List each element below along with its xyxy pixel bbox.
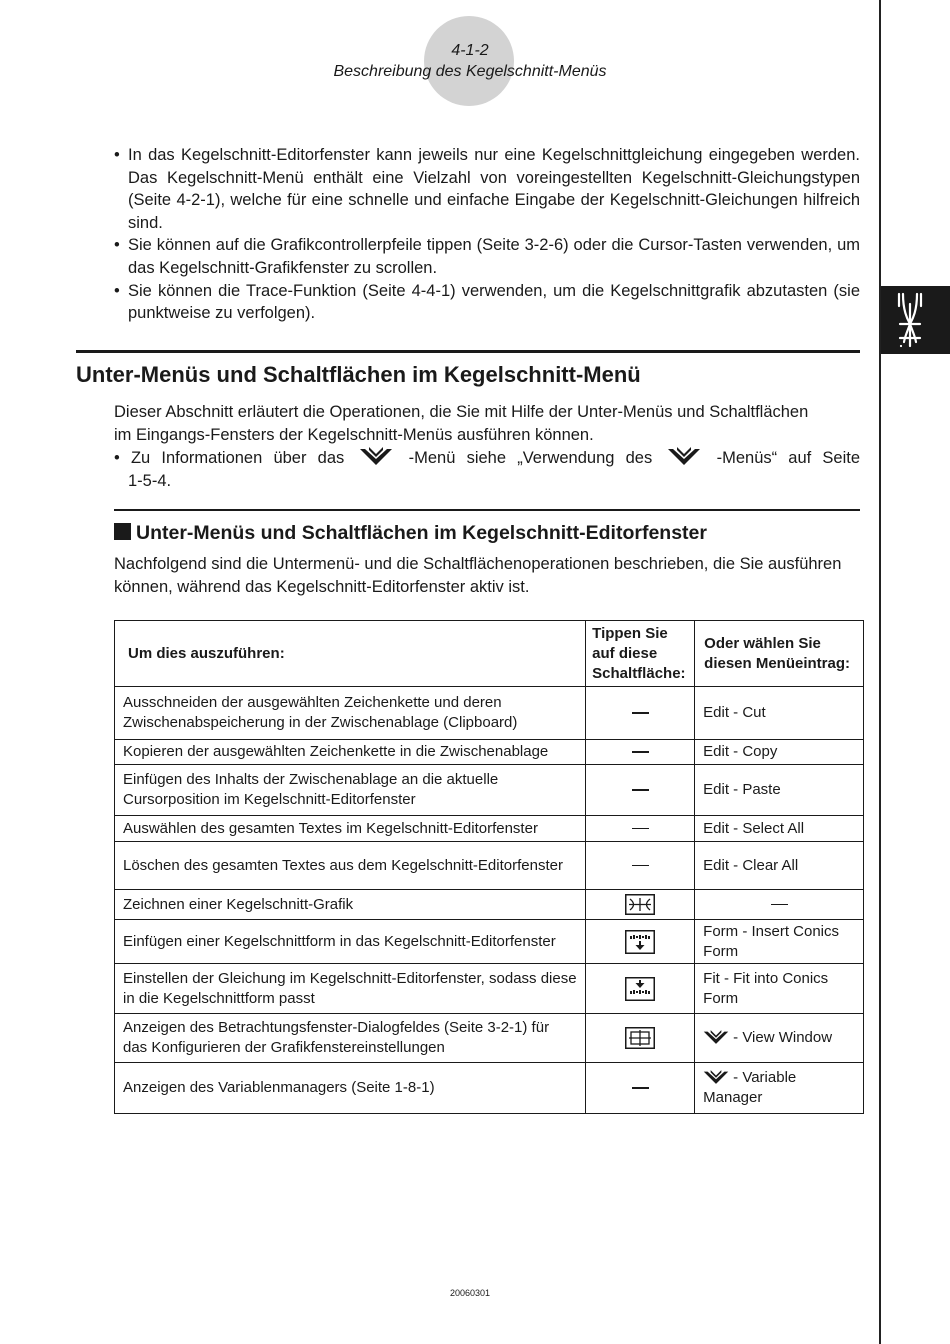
dash-icon (632, 1087, 649, 1089)
operations-table (114, 620, 864, 1114)
dash-icon (632, 865, 649, 867)
bullet-item: • Sie können die Trace-Funktion (Seite 4-4-1) verwenden, um die Kegelschnittgrafik abzutasten (sie punktweise zu verfolgen). (114, 280, 860, 325)
chapter-tab (881, 286, 950, 354)
intro-bullet-continuation: 1-5-4. (128, 471, 172, 490)
row-action: Einfügen des Inhalts der Zwischenablage an die aktuelle Cursorposition im Kegelschnitt-Editorfenster (115, 765, 586, 816)
menu-icon (667, 446, 701, 466)
row-button (586, 964, 695, 1014)
header-menu: Oder wählen Sie diesen Menüeintrag: (695, 621, 864, 687)
page-subtitle: Beschreibung des Kegelschnitt-Menüs (333, 63, 607, 80)
bullet-item: • In das Kegelschnitt-Editorfenster kann jeweils nur eine Kegelschnittgleichung eingegeben werden. Das Kegelschnitt-Menü enthält eine Vielzahl von voreingestellten Kegelschnitt-Gleichungstypen (Seite 4-2-1), welche für eine schnelle und einfache Eingabe der Kegelschnitt-Gleichungen hilfreich sind. (114, 144, 860, 234)
row-action: Einstellen der Gleichung im Kegelschnitt-Editorfenster, sodass diese in die Kegelschnittform passt (115, 964, 586, 1014)
intro-bullet (114, 446, 860, 470)
fit-into-conics-form-icon[interactable] (625, 977, 655, 1001)
row-menu-text: - View Window (733, 1029, 833, 1046)
table-row (115, 920, 864, 964)
intro-bullet-text: -Menüs“ auf Seite (716, 449, 861, 468)
row-menu: Edit - Copy (695, 740, 864, 765)
row-menu (695, 1014, 864, 1063)
row-menu: Edit - Clear All (695, 842, 864, 890)
row-action: Löschen des gesamten Textes aus dem Kegelschnitt-Editorfenster (115, 842, 586, 890)
header-button: Tippen Sie auf diese Schaltfläche: (586, 621, 695, 687)
row-action: Zeichnen einer Kegelschnitt-Grafik (115, 890, 586, 920)
subsection-title-text: Unter-Menüs und Schaltflächen im Kegelschnitt-Editorfenster (136, 522, 707, 544)
row-action: Ausschneiden der ausgewählten Zeichenkette und deren Zwischenabspeicherung in der Zwischenablage (Clipboard) (115, 687, 586, 740)
intro-bullet-text: -Menü siehe „Verwendung des (408, 449, 653, 468)
insert-conics-form-icon[interactable] (625, 930, 655, 954)
row-menu (695, 1063, 864, 1114)
dash-icon (771, 904, 788, 906)
row-menu-text: - Variable Manager (703, 1069, 797, 1106)
menu-icon (359, 446, 393, 466)
subsection-title (114, 522, 707, 545)
section-intro (114, 401, 860, 492)
intro-line: im Eingangs-Fensters der Kegelschnitt-Menüs ausführen können. (114, 425, 594, 444)
header-action: Um dies auszuführen: (115, 621, 586, 687)
subsection-rule (114, 509, 860, 511)
section-rule (76, 350, 860, 353)
row-button-none (586, 740, 695, 765)
row-menu: Form - Insert Conics Form (695, 920, 864, 964)
page-edge-line (879, 0, 881, 1344)
page-number: 4-1-2 (451, 42, 489, 59)
table-header-row (115, 621, 864, 687)
row-action: Anzeigen des Betrachtungsfenster-Dialogfeldes (Seite 3-2-1) für das Konfigurieren der Grafikfenstereinstellungen (115, 1014, 586, 1063)
draw-conics-icon[interactable] (625, 894, 655, 915)
row-action: Anzeigen des Variablenmanagers (Seite 1-8-1) (115, 1063, 586, 1114)
footer-code: 20060301 (449, 1288, 491, 1298)
menu-icon (703, 1069, 729, 1085)
subsection-text: Nachfolgend sind die Untermenü- und die Schaltflächenoperationen beschrieben, die Sie ausführen können, während das Kegelschnitt-Editorfenster aktiv ist. (114, 555, 842, 596)
row-button-none (586, 1063, 695, 1114)
view-window-icon[interactable] (625, 1027, 655, 1049)
table-row (115, 890, 864, 920)
row-menu: Edit - Cut (695, 687, 864, 740)
header-circle (424, 16, 514, 106)
table-row (115, 687, 864, 740)
row-button (586, 1014, 695, 1063)
table-row (115, 740, 864, 765)
intro-line: Dieser Abschnitt erläutert die Operationen, die Sie mit Hilfe der Unter-Menüs und Schaltflächen (114, 403, 809, 421)
row-menu: Edit - Paste (695, 765, 864, 816)
row-action: Kopieren der ausgewählten Zeichenkette in die Zwischenablage (115, 740, 586, 765)
table-row (115, 842, 864, 890)
row-button-none (586, 765, 695, 816)
bullet-list (114, 144, 860, 325)
dash-icon (632, 828, 649, 830)
row-action: Auswählen des gesamten Textes im Kegelschnitt-Editorfenster (115, 816, 586, 842)
section-title: Unter-Menüs und Schaltflächen im Kegelschnitt-Menü (76, 362, 641, 387)
table-row (115, 1063, 864, 1114)
row-menu: Edit - Select All (695, 816, 864, 842)
table-row (115, 816, 864, 842)
table-row (115, 1014, 864, 1063)
menu-icon (703, 1029, 729, 1045)
dash-icon (632, 712, 649, 714)
row-button-none (586, 687, 695, 740)
square-bullet-icon (114, 523, 131, 540)
row-button (586, 920, 695, 964)
row-action: Einfügen einer Kegelschnittform in das Kegelschnitt-Editorfenster (115, 920, 586, 964)
conics-tab-icon (881, 286, 950, 354)
row-button-none (586, 842, 695, 890)
bullet-item: • Sie können auf die Grafikcontrollerpfeile tippen (Seite 3-2-6) oder die Cursor-Tasten verwenden, um das Kegelschnitt-Grafikfenster zu scrollen. (114, 234, 860, 279)
dash-icon (632, 789, 649, 791)
intro-bullet-text: • Zu Informationen über das (114, 449, 345, 468)
row-menu: Fit - Fit into Conics Form (695, 964, 864, 1014)
table-row (115, 765, 864, 816)
row-button (586, 890, 695, 920)
row-menu-none (695, 890, 864, 920)
row-button-none (586, 816, 695, 842)
dash-icon (632, 751, 649, 753)
table-row (115, 964, 864, 1014)
